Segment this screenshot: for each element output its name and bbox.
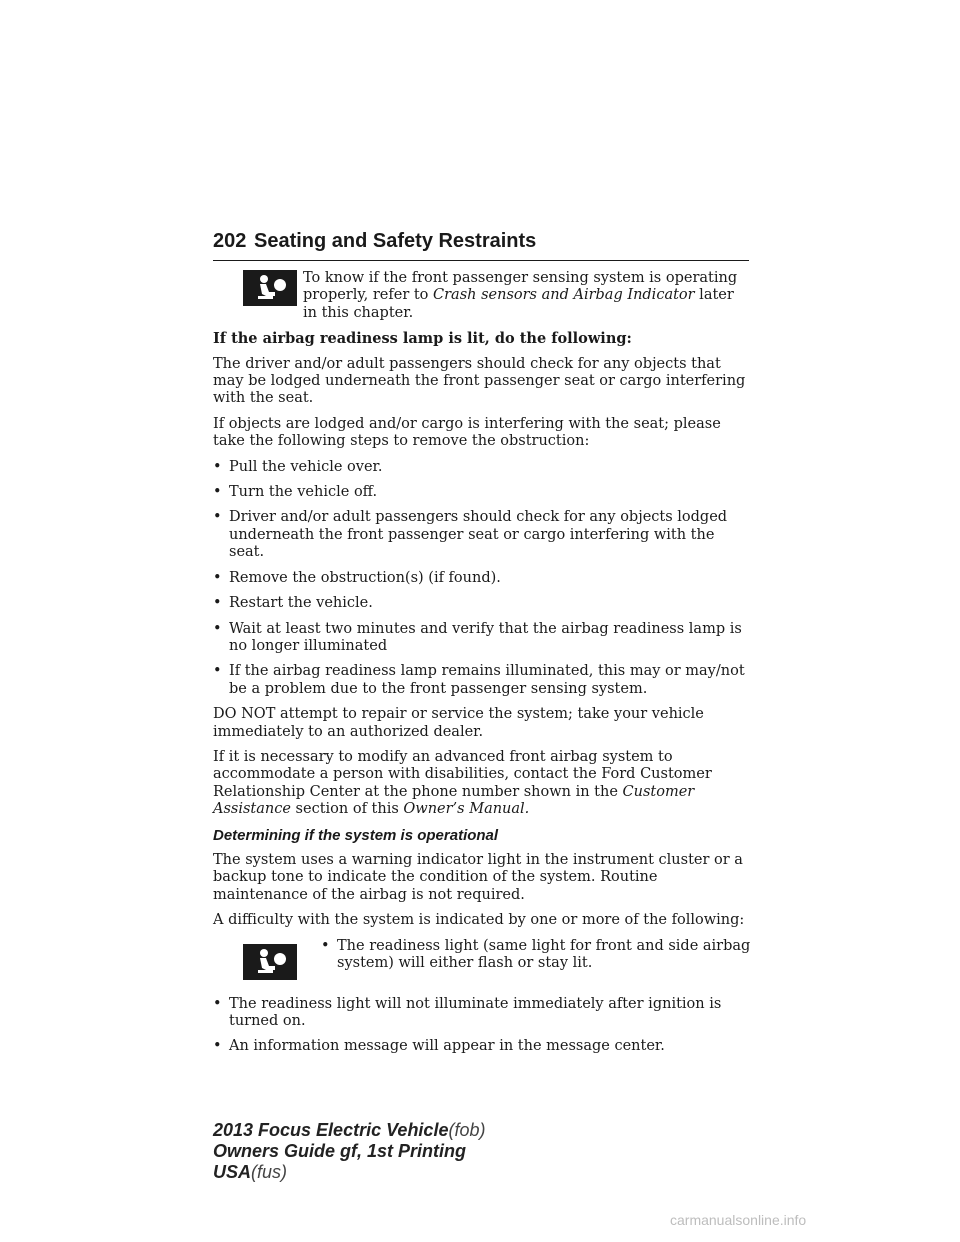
airbag-warning-icon — [243, 944, 297, 980]
paragraph: If objects are lodged and/or cargo is interfering with the seat; please take the following steps to remove the obstruction: — [213, 415, 721, 450]
paragraph: A difficulty with the system is indicated by one or more of the following: — [213, 912, 745, 929]
list-item: • Remove the obstruction(s) (if found). — [213, 570, 751, 587]
print-footer: 2013 Focus Electric Vehicle(fob) Owners Guide gf, 1st Printing USA(fus) — [213, 1120, 486, 1182]
section-heading: If the airbag readiness lamp is lit, do the following: — [213, 330, 632, 348]
subheading: Determining if the system is operational — [213, 826, 499, 844]
list-item: • The readiness light will not illuminate immediately after ignition is turned on. — [213, 996, 751, 1031]
paragraph: The driver and/or adult passengers should check for any objects that may be lodged underneath the front passenger seat or cargo interfering with the seat. — [213, 355, 746, 407]
airbag-note-2 — [213, 938, 751, 986]
list-item: • The readiness light (same light for front and side airbag system) will either flash or stay lit. — [321, 938, 751, 973]
crash-sensors-reference: Crash sensors and Airbag Indicator — [433, 287, 695, 304]
page-header — [213, 230, 749, 261]
airbag-note — [213, 270, 751, 322]
list-item: • Turn the vehicle off. — [213, 484, 751, 501]
paragraph: If it is necessary to modify an advanced front airbag system to accommodate a person with disabilities, contact the Ford Customer Relationship Center at the phone number shown in the Customer Assistance section of this Owner’s Manual. — [213, 748, 712, 818]
chapter-title: Seating and Safety Restraints — [254, 230, 537, 252]
paragraph: DO NOT attempt to repair or service the system; take your vehicle immediately to an authorized dealer. — [213, 706, 704, 740]
page-body — [213, 270, 751, 1064]
list-item: • Driver and/or adult passengers should check for any objects lodged underneath the front passenger seat or cargo interfering with the seat. — [213, 509, 751, 561]
page-number: 202 — [213, 230, 247, 252]
list-item: • Pull the vehicle over. — [213, 459, 751, 476]
note-text: To know if the front passenger sensing system is operating properly, refer to Crash sensors and Airbag Indicator later in this chapter. — [303, 270, 738, 321]
difficulty-list — [213, 996, 751, 1056]
list-item: • Restart the vehicle. — [213, 595, 751, 612]
list-item: • Wait at least two minutes and verify that the airbag readiness lamp is no longer illuminated — [213, 621, 751, 656]
paragraph: The system uses a warning indicator light in the instrument cluster or a backup tone to indicate the condition of the system. Routine maintenance of the airbag is not required. — [213, 851, 743, 903]
watermark: carmanualsonline.info — [670, 1212, 807, 1228]
list-item: • An information message will appear in the message center. — [213, 1038, 751, 1055]
steps-list — [213, 459, 751, 698]
note-list — [321, 938, 751, 973]
list-item: • If the airbag readiness lamp remains illuminated, this may or may/not be a problem due to the front passenger sensing system. — [213, 663, 751, 698]
airbag-warning-icon — [243, 270, 297, 306]
